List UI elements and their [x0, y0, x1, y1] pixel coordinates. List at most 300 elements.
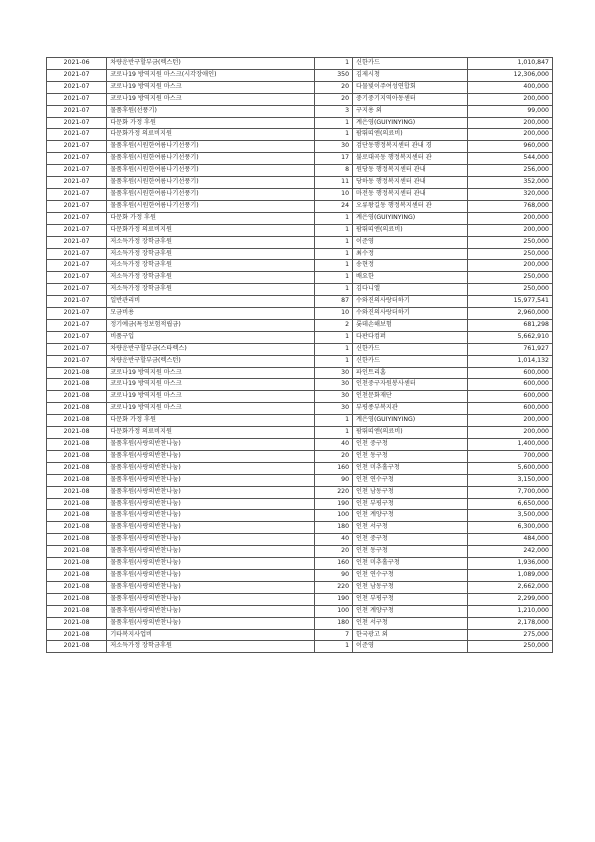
table-row — [47, 355, 553, 367]
cell-recipient: 계은영(GUIYINYING) — [353, 117, 468, 129]
cell-amount: 681,298 — [468, 319, 553, 331]
cell-amount: 200,000 — [468, 129, 553, 141]
table-row — [47, 105, 553, 117]
cell-recipient: 오류왕길동 행정복지센터 관 — [353, 200, 468, 212]
cell-quantity: 7 — [315, 629, 353, 641]
cell-item: 물품후원(사랑의반찬나눔) — [107, 498, 315, 510]
cell-recipient: 인천 남동구청 — [353, 486, 468, 498]
cell-recipient: 계은영(GUIYINYING) — [353, 212, 468, 224]
cell-amount: 250,000 — [468, 641, 553, 653]
cell-quantity: 1 — [315, 129, 353, 141]
cell-recipient: 인천 동구청 — [353, 546, 468, 558]
cell-item: 코로나19 방역지원 마스크 — [107, 93, 315, 105]
table-row — [47, 498, 553, 510]
cell-amount: 484,000 — [468, 534, 553, 546]
cell-quantity: 220 — [315, 486, 353, 498]
table-row — [47, 141, 553, 153]
cell-amount: 600,000 — [468, 379, 553, 391]
cell-item: 정기예금(특정보험적립금) — [107, 319, 315, 331]
cell-quantity: 220 — [315, 581, 353, 593]
cell-month: 2021-07 — [47, 260, 107, 272]
cell-item: 차량운반구할부금(스타렉스) — [107, 343, 315, 355]
table-row — [47, 284, 553, 296]
cell-item: 물품후원(사랑의반찬나눔) — [107, 558, 315, 570]
cell-quantity: 1 — [315, 415, 353, 427]
cell-amount: 200,000 — [468, 117, 553, 129]
cell-item: 일반관리비 — [107, 296, 315, 308]
cell-recipient: 팜뛰띠엔(의료비) — [353, 224, 468, 236]
cell-month: 2021-07 — [47, 236, 107, 248]
cell-recipient: 인천 서구청 — [353, 617, 468, 629]
cell-recipient: 불로대곡동 행정복지센터 관 — [353, 153, 468, 165]
table-row — [47, 534, 553, 546]
table-row — [47, 486, 553, 498]
cell-item: 코로나19 방역지원 마스크(시각장애인) — [107, 69, 315, 81]
table-row — [47, 605, 553, 617]
cell-quantity: 160 — [315, 462, 353, 474]
table-row — [47, 558, 553, 570]
cell-item: 물품후원(사랑의반찬나눔) — [107, 617, 315, 629]
cell-item: 코로나19 방역지원 마스크 — [107, 403, 315, 415]
cell-month: 2021-08 — [47, 403, 107, 415]
cell-month: 2021-08 — [47, 558, 107, 570]
cell-amount: 200,000 — [468, 260, 553, 272]
cell-quantity: 1 — [315, 427, 353, 439]
cell-month: 2021-07 — [47, 296, 107, 308]
table-row — [47, 439, 553, 451]
cell-quantity: 1 — [315, 284, 353, 296]
cell-quantity: 10 — [315, 188, 353, 200]
cell-month: 2021-07 — [47, 248, 107, 260]
table-row — [47, 248, 553, 260]
cell-month: 2021-08 — [47, 415, 107, 427]
cell-month: 2021-07 — [47, 319, 107, 331]
cell-item: 물품후원(사랑의반찬나눔) — [107, 593, 315, 605]
cell-quantity: 40 — [315, 439, 353, 451]
cell-amount: 200,000 — [468, 224, 553, 236]
cell-item: 기타복지사업비 — [107, 629, 315, 641]
table-row — [47, 403, 553, 415]
cell-recipient: 인천 서구청 — [353, 522, 468, 534]
cell-recipient: 인천중구자원봉사센터 — [353, 379, 468, 391]
cell-month: 2021-07 — [47, 129, 107, 141]
cell-item: 물품후원(사랑의반찬나눔) — [107, 546, 315, 558]
cell-amount: 1,210,000 — [468, 605, 553, 617]
cell-month: 2021-08 — [47, 450, 107, 462]
table-row — [47, 58, 553, 70]
cell-month: 2021-08 — [47, 629, 107, 641]
cell-quantity: 350 — [315, 69, 353, 81]
cell-recipient: 부평종부복지관 — [353, 403, 468, 415]
table-row — [47, 569, 553, 581]
table-row — [47, 331, 553, 343]
cell-quantity: 87 — [315, 296, 353, 308]
cell-amount: 700,000 — [468, 450, 553, 462]
cell-recipient: 이준영 — [353, 641, 468, 653]
cell-item: 모금비용 — [107, 308, 315, 320]
cell-recipient: 배요한 — [353, 272, 468, 284]
cell-month: 2021-08 — [47, 367, 107, 379]
cell-quantity: 30 — [315, 367, 353, 379]
cell-month: 2021-08 — [47, 569, 107, 581]
cell-recipient: 김다니엘 — [353, 284, 468, 296]
table-row — [47, 165, 553, 177]
table-row — [47, 177, 553, 189]
cell-month: 2021-06 — [47, 58, 107, 70]
cell-quantity: 90 — [315, 474, 353, 486]
cell-amount: 250,000 — [468, 284, 553, 296]
cell-recipient: 인천 중구청 — [353, 439, 468, 451]
cell-quantity: 2 — [315, 319, 353, 331]
cell-quantity: 10 — [315, 308, 353, 320]
cell-recipient: 김제시청 — [353, 69, 468, 81]
cell-amount: 256,000 — [468, 165, 553, 177]
cell-month: 2021-08 — [47, 534, 107, 546]
table-row — [47, 641, 553, 653]
cell-item: 물품후원(사랑의반찬나눔) — [107, 581, 315, 593]
cell-quantity: 180 — [315, 617, 353, 629]
cell-amount: 2,662,000 — [468, 581, 553, 593]
cell-amount: 200,000 — [468, 427, 553, 439]
cell-amount: 200,000 — [468, 93, 553, 105]
cell-amount: 1,089,000 — [468, 569, 553, 581]
cell-item: 물품후원(시원한여름나기선풍기) — [107, 153, 315, 165]
cell-recipient: 수와진의사랑더하기 — [353, 296, 468, 308]
cell-recipient: 당하동 행정복지센터 관내 — [353, 177, 468, 189]
cell-amount: 600,000 — [468, 367, 553, 379]
cell-month: 2021-07 — [47, 105, 107, 117]
cell-month: 2021-07 — [47, 81, 107, 93]
cell-amount: 242,000 — [468, 546, 553, 558]
cell-amount: 320,000 — [468, 188, 553, 200]
cell-quantity: 100 — [315, 510, 353, 522]
table-row — [47, 117, 553, 129]
cell-item: 물품후원(선풍기) — [107, 105, 315, 117]
cell-month: 2021-07 — [47, 355, 107, 367]
cell-month: 2021-08 — [47, 581, 107, 593]
cell-item: 차량운반구할부금(렉스턴) — [107, 355, 315, 367]
cell-item: 다문화가정 의료비지원 — [107, 129, 315, 141]
cell-recipient: 인천 중구청 — [353, 534, 468, 546]
cell-amount: 3,500,000 — [468, 510, 553, 522]
table-row — [47, 391, 553, 403]
table-row — [47, 81, 553, 93]
cell-recipient: 원당동 행정복지센터 관내 — [353, 165, 468, 177]
cell-month: 2021-07 — [47, 212, 107, 224]
table-row — [47, 415, 553, 427]
cell-recipient: 인천 부평구청 — [353, 593, 468, 605]
cell-quantity: 30 — [315, 141, 353, 153]
cell-recipient: 신한카드 — [353, 343, 468, 355]
cell-month: 2021-07 — [47, 308, 107, 320]
cell-quantity: 160 — [315, 558, 353, 570]
cell-recipient: 인천 동구청 — [353, 450, 468, 462]
cell-amount: 5,662,910 — [468, 331, 553, 343]
cell-recipient: 이준영 — [353, 236, 468, 248]
cell-amount: 3,150,000 — [468, 474, 553, 486]
cell-amount: 275,000 — [468, 629, 553, 641]
cell-item: 다문화 가정 후원 — [107, 117, 315, 129]
table-row — [47, 427, 553, 439]
cell-month: 2021-07 — [47, 177, 107, 189]
cell-item: 저소득가정 장학금후원 — [107, 236, 315, 248]
cell-amount: 1,014,132 — [468, 355, 553, 367]
table-row — [47, 212, 553, 224]
table-row — [47, 319, 553, 331]
cell-amount: 5,600,000 — [468, 462, 553, 474]
cell-amount: 768,000 — [468, 200, 553, 212]
cell-month: 2021-07 — [47, 224, 107, 236]
cell-quantity: 3 — [315, 105, 353, 117]
cell-item: 물품후원(사랑의반찬나눔) — [107, 605, 315, 617]
table-row — [47, 367, 553, 379]
cell-item: 차량운반구할부금(렉스턴) — [107, 58, 315, 70]
cell-quantity: 20 — [315, 450, 353, 462]
cell-item: 물품후원(시원한여름나기선풍기) — [107, 165, 315, 177]
cell-amount: 400,000 — [468, 81, 553, 93]
cell-quantity: 1 — [315, 641, 353, 653]
cell-month: 2021-08 — [47, 510, 107, 522]
cell-recipient: 롯데손해보험 — [353, 319, 468, 331]
cell-quantity: 1 — [315, 260, 353, 272]
cell-month: 2021-08 — [47, 462, 107, 474]
cell-quantity: 90 — [315, 569, 353, 581]
cell-amount: 544,000 — [468, 153, 553, 165]
cell-item: 저소득가정 장학금후원 — [107, 260, 315, 272]
cell-item: 물품후원(사랑의반찬나눔) — [107, 474, 315, 486]
cell-amount: 2,960,000 — [468, 308, 553, 320]
table-row — [47, 510, 553, 522]
cell-recipient: 파인트리홈 — [353, 367, 468, 379]
cell-month: 2021-07 — [47, 284, 107, 296]
cell-amount: 200,000 — [468, 212, 553, 224]
cell-quantity: 190 — [315, 498, 353, 510]
table-row — [47, 522, 553, 534]
cell-item: 저소득가정 장학금후원 — [107, 248, 315, 260]
cell-month: 2021-07 — [47, 165, 107, 177]
table-row — [47, 593, 553, 605]
cell-month: 2021-07 — [47, 343, 107, 355]
table-row — [47, 188, 553, 200]
cell-amount: 1,936,000 — [468, 558, 553, 570]
cell-month: 2021-08 — [47, 617, 107, 629]
cell-item: 저소득가정 장학금후원 — [107, 272, 315, 284]
cell-month: 2021-08 — [47, 427, 107, 439]
table-row — [47, 129, 553, 141]
cell-amount: 12,306,000 — [468, 69, 553, 81]
table-row — [47, 93, 553, 105]
cell-month: 2021-08 — [47, 605, 107, 617]
cell-quantity: 1 — [315, 343, 353, 355]
cell-recipient: 한국광고 외 — [353, 629, 468, 641]
cell-recipient: 인천문화재단 — [353, 391, 468, 403]
table-row — [47, 450, 553, 462]
cell-quantity: 20 — [315, 81, 353, 93]
cell-item: 물품후원(사랑의반찬나눔) — [107, 486, 315, 498]
cell-item: 비품구입 — [107, 331, 315, 343]
cell-recipient: 인천 부평구청 — [353, 498, 468, 510]
cell-amount: 960,000 — [468, 141, 553, 153]
cell-quantity: 17 — [315, 153, 353, 165]
cell-month: 2021-08 — [47, 486, 107, 498]
cell-amount: 250,000 — [468, 248, 553, 260]
cell-amount: 761,927 — [468, 343, 553, 355]
cell-amount: 99,000 — [468, 105, 553, 117]
cell-item: 다문화가정 의료비지원 — [107, 224, 315, 236]
cell-recipient: 신한카드 — [353, 58, 468, 70]
cell-item: 물품후원(시원한여름나기선풍기) — [107, 177, 315, 189]
cell-month: 2021-07 — [47, 200, 107, 212]
table-row — [47, 236, 553, 248]
cell-quantity: 11 — [315, 177, 353, 189]
cell-item: 물품후원(사랑의반찬나눔) — [107, 462, 315, 474]
cell-month: 2021-08 — [47, 498, 107, 510]
cell-month: 2021-07 — [47, 188, 107, 200]
cell-amount: 15,977,541 — [468, 296, 553, 308]
cell-quantity: 1 — [315, 355, 353, 367]
cell-month: 2021-08 — [47, 439, 107, 451]
cell-recipient: 검단동행정복지센터 관내 경 — [353, 141, 468, 153]
cell-amount: 1,400,000 — [468, 439, 553, 451]
cell-month: 2021-08 — [47, 641, 107, 653]
cell-amount: 250,000 — [468, 272, 553, 284]
cell-recipient: 팜뛰띠엔(의료비) — [353, 129, 468, 141]
cell-amount: 600,000 — [468, 403, 553, 415]
cell-recipient: 인천 계양구청 — [353, 510, 468, 522]
table-row — [47, 546, 553, 558]
cell-item: 코로나19 방역지원 마스크 — [107, 391, 315, 403]
cell-month: 2021-07 — [47, 141, 107, 153]
cell-recipient: 팜뛰띠엔(의료비) — [353, 427, 468, 439]
cell-item: 물품후원(시원한여름나기선풍기) — [107, 188, 315, 200]
cell-quantity: 1 — [315, 212, 353, 224]
cell-amount: 250,000 — [468, 236, 553, 248]
table-row — [47, 462, 553, 474]
cell-month: 2021-08 — [47, 379, 107, 391]
table-row — [47, 296, 553, 308]
cell-quantity: 40 — [315, 534, 353, 546]
cell-quantity: 20 — [315, 546, 353, 558]
table-row — [47, 69, 553, 81]
cell-quantity: 8 — [315, 165, 353, 177]
expenditure-table-body — [47, 58, 553, 653]
cell-item: 물품후원(사랑의반찬나눔) — [107, 510, 315, 522]
cell-quantity: 1 — [315, 331, 353, 343]
expenditure-table — [46, 57, 553, 653]
cell-month: 2021-08 — [47, 474, 107, 486]
cell-quantity: 190 — [315, 593, 353, 605]
table-row — [47, 343, 553, 355]
cell-month: 2021-07 — [47, 331, 107, 343]
table-row — [47, 224, 553, 236]
cell-recipient: 인천 미추홀구청 — [353, 558, 468, 570]
cell-quantity: 1 — [315, 236, 353, 248]
cell-recipient: 인천 미추홀구청 — [353, 462, 468, 474]
cell-month: 2021-08 — [47, 391, 107, 403]
cell-item: 다문화가정 의료비지원 — [107, 427, 315, 439]
cell-amount: 1,010,847 — [468, 58, 553, 70]
cell-item: 물품후원(사랑의반찬나눔) — [107, 439, 315, 451]
cell-amount: 7,700,000 — [468, 486, 553, 498]
cell-recipient: 신한카드 — [353, 355, 468, 367]
table-row — [47, 629, 553, 641]
cell-item: 다문화 가정 후원 — [107, 212, 315, 224]
cell-recipient: 인천 연수구청 — [353, 474, 468, 486]
cell-item: 물품후원(사랑의반찬나눔) — [107, 569, 315, 581]
cell-item: 다문화 가정 후원 — [107, 415, 315, 427]
cell-recipient: 수와진의사랑더하기 — [353, 308, 468, 320]
cell-month: 2021-07 — [47, 153, 107, 165]
cell-item: 물품후원(사랑의반찬나눔) — [107, 522, 315, 534]
cell-quantity: 24 — [315, 200, 353, 212]
cell-quantity: 1 — [315, 248, 353, 260]
cell-item: 코로나19 방역지원 마스크 — [107, 379, 315, 391]
cell-quantity: 1 — [315, 224, 353, 236]
cell-month: 2021-07 — [47, 93, 107, 105]
cell-item: 물품후원(시원한여름나기선풍기) — [107, 200, 315, 212]
table-row — [47, 308, 553, 320]
cell-amount: 352,000 — [468, 177, 553, 189]
table-row — [47, 153, 553, 165]
cell-item: 물품후원(사랑의반찬나눔) — [107, 450, 315, 462]
cell-recipient: 마전동 행정복지센터 관내 — [353, 188, 468, 200]
table-row — [47, 200, 553, 212]
cell-recipient: 인천 남동구청 — [353, 581, 468, 593]
cell-quantity: 30 — [315, 403, 353, 415]
table-row — [47, 379, 553, 391]
cell-recipient: 송현정 — [353, 260, 468, 272]
cell-month: 2021-07 — [47, 69, 107, 81]
table-row — [47, 272, 553, 284]
cell-month: 2021-08 — [47, 546, 107, 558]
cell-quantity: 1 — [315, 58, 353, 70]
cell-recipient: 최수정 — [353, 248, 468, 260]
cell-quantity: 30 — [315, 379, 353, 391]
cell-recipient: 다물빛이주여성연합회 — [353, 81, 468, 93]
cell-item: 물품후원(시원한여름나기선풍기) — [107, 141, 315, 153]
cell-quantity: 1 — [315, 117, 353, 129]
table-row — [47, 260, 553, 272]
cell-item: 코로나19 방역지원 마스크 — [107, 367, 315, 379]
cell-quantity: 20 — [315, 93, 353, 105]
cell-recipient: 계은영(GUIYINYING) — [353, 415, 468, 427]
cell-amount: 6,650,000 — [468, 498, 553, 510]
table-row — [47, 474, 553, 486]
cell-quantity: 30 — [315, 391, 353, 403]
cell-quantity: 100 — [315, 605, 353, 617]
cell-item: 저소득가정 장학금후원 — [107, 284, 315, 296]
cell-amount: 2,299,000 — [468, 593, 553, 605]
cell-item: 저소득가정 장학금후원 — [107, 641, 315, 653]
cell-amount: 6,300,000 — [468, 522, 553, 534]
cell-amount: 200,000 — [468, 415, 553, 427]
table-row — [47, 581, 553, 593]
cell-quantity: 180 — [315, 522, 353, 534]
cell-month: 2021-08 — [47, 522, 107, 534]
cell-quantity: 1 — [315, 272, 353, 284]
cell-item: 물품후원(사랑의반찬나눔) — [107, 534, 315, 546]
cell-amount: 600,000 — [468, 391, 553, 403]
cell-recipient: 구지용 외 — [353, 105, 468, 117]
cell-recipient: 인천 계양구청 — [353, 605, 468, 617]
cell-month: 2021-08 — [47, 593, 107, 605]
cell-recipient: 다판다컴퍼 — [353, 331, 468, 343]
table-row — [47, 617, 553, 629]
cell-month: 2021-07 — [47, 272, 107, 284]
cell-recipient: 중기중기지역아동센터 — [353, 93, 468, 105]
cell-item: 코로나19 방역지원 마스크 — [107, 81, 315, 93]
cell-month: 2021-07 — [47, 117, 107, 129]
